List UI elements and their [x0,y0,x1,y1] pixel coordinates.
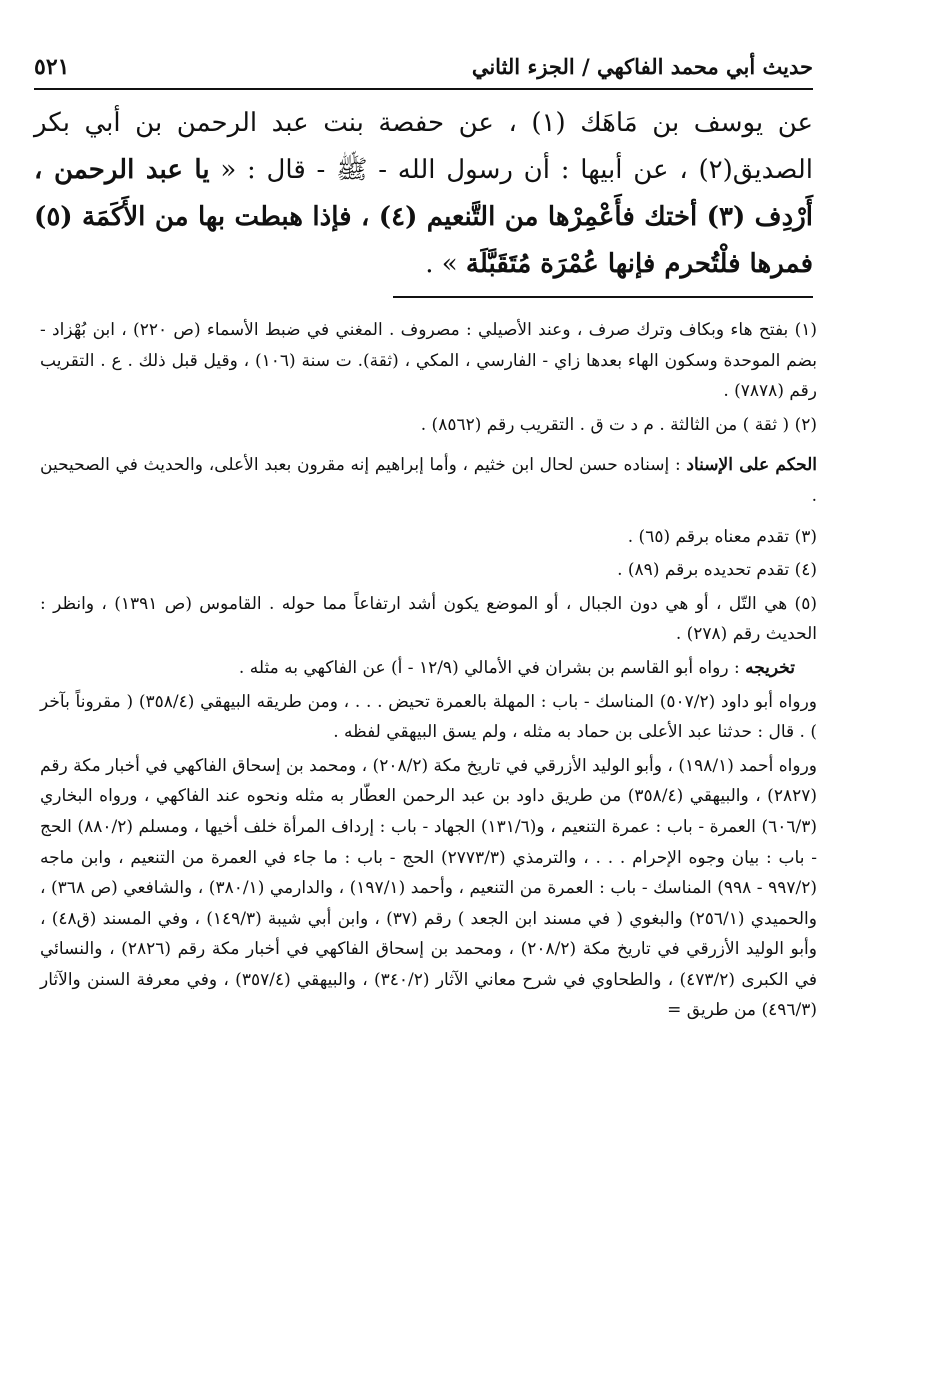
footnote-2: (٢) ( ثقة ) من الثالثة . م د ت ق . التقريب رقم (٨٥٦٢) . [420,414,817,435]
footnote-1: (١) بفتح هاء وبكاف وترك صرف ، وعند الأصيلي : مصروف . المغني في ضبط الأسماء (ص ٢٢٠) ، ابن بُهْزاد - بضم الموحدة وسكون الهاء بعدها زاي - الفارسي ، المكي ، (ثقة). ت سنة (١٠٦) ، وقيل قبل ذلك . ع . التقريب رقم (٧٨٧٨) . [40,320,817,402]
takhrij-text: : رواه أبو القاسم بن بشران في الأمالي (١٢/٩ - أ) عن الفاكهي به مثله . [238,657,746,678]
hadith-isnad: عن يوسف بن مَاهَك (١) ، عن حفصة بنت عبد الرحمن بن أبي بكر الصديق(٢) ، عن أبيها : أن رسول الله - ﷺ - قال : « [34,108,814,185]
isnad-ruling-text: : إسناده حسن لحال ابن خثيم ، وأما إبراهيم إنه مقرون بعبد الأعلى، والحديث في الصحيحين . [40,455,817,506]
footnote-3: (٣) تقدم معناه برقم (٦٥) . [627,526,817,547]
footnote-4: (٤) تقدم تحديده برقم (٨٩) . [617,560,817,581]
hadith-closing: » . [425,249,466,279]
hadith-text [34,100,813,288]
isnad-ruling-heading: الحكم على الإسناد [686,455,817,476]
takhrij-ahmad: ورواه أحمد (١٩٨/١) ، وأبو الوليد الأزرقي في تاريخ مكة (٢٠٨/٢) ، ومحمد بن إسحاق الفاكهي في أخبار مكة رقم (٢٨٢٧) ، والبيهقي (٣٥٨/٤) من طريق داود بن عبد الرحمن العطّار به مثله ونحوه عند الفاكهي ، ورواه البخاري (٦٠٦/٣) العمرة - باب : عمرة التنعيم ، و(١٣١/٦) الجهاد - باب : إرداف المرأة خلف أخيها ، ومسلم (٨٨٠/٢) الحج - باب : بيان وجوه الإحرام . . . ، والترمذي (٢٧٧٣/٣) الحج - باب : ما جاء في العمرة من التنعيم ، وابن ماجه (٩٩٧/٢ - ٩٩٨) المناسك - باب : العمرة من التنعيم ، وأحمد (١٩٧/١) ، والدارمي (٣٨٠/١) ، والشافعي (ص ٣٦٨) ، والحميدي (٢٥٦/١) والبغوي ( في مسند ابن الجعد ) رقم (٣٧) ، وابن أبي شيبة (١٤٩/٣) ، وفي المسند (ق٤٨) ، وأبو الوليد الأزرقي في تاريخ مكة (٢٠٨/٢) ، ومحمد بن إسحاق الفاكهي في أخبار مكة رقم (٢٨٢٦) ، والنسائي في الكبرى (٤٧٣/٢) ، والطحاوي في شرح معاني الآثار (٣٤٠/٢) ، والبيهقي (٣٥٧/٤) ، وفي معرفة السنن والآثار (٤٩٦/٣) من طريق = [40,755,818,1021]
footnotes [40,315,817,1029]
page-number: ٥٢١ [34,54,70,80]
running-title: حديث أبي محمد الفاكهي / الجزء الثاني [471,54,813,79]
isnad-ruling [40,450,817,511]
takhrij-heading: تخريجه [745,657,795,678]
footnote-5: (٥) هي التّل ، أو هي دون الجبال ، أو الموضع يكون أشد ارتفاعاً مما حوله . القاموس (ص ١٣٩١) ، وانظر : الحديث رقم (٢٧٨) . [40,593,817,645]
hadith-paragraph [34,100,813,288]
takhrij-abu-dawud: ورواه أبو داود (٥٠٧/٢) المناسك - باب : المهلة بالعمرة تحيض . . . ، ومن طريقه البيهقي (٣٥٨/٤) ( مقروناً بآخر ) . قال : حدثنا عبد الأعلى بن حماد به مثله ، ولم يسق البيهقي لفظه . [40,691,817,743]
hadith-matn: يا عبد الرحمن ، أَرْدِف (٣) أختك فأَعْمِرْها من التَّنعيم (٤) ، فإذا هبطت بها من الأَكَمَة (٥) فمرها فلْتُحرم فإنها عُمْرَة مُتَقَبَّلَة [34,155,813,279]
footnote-separator [393,296,813,298]
takhrij-intro [40,653,817,684]
running-header [34,48,813,90]
